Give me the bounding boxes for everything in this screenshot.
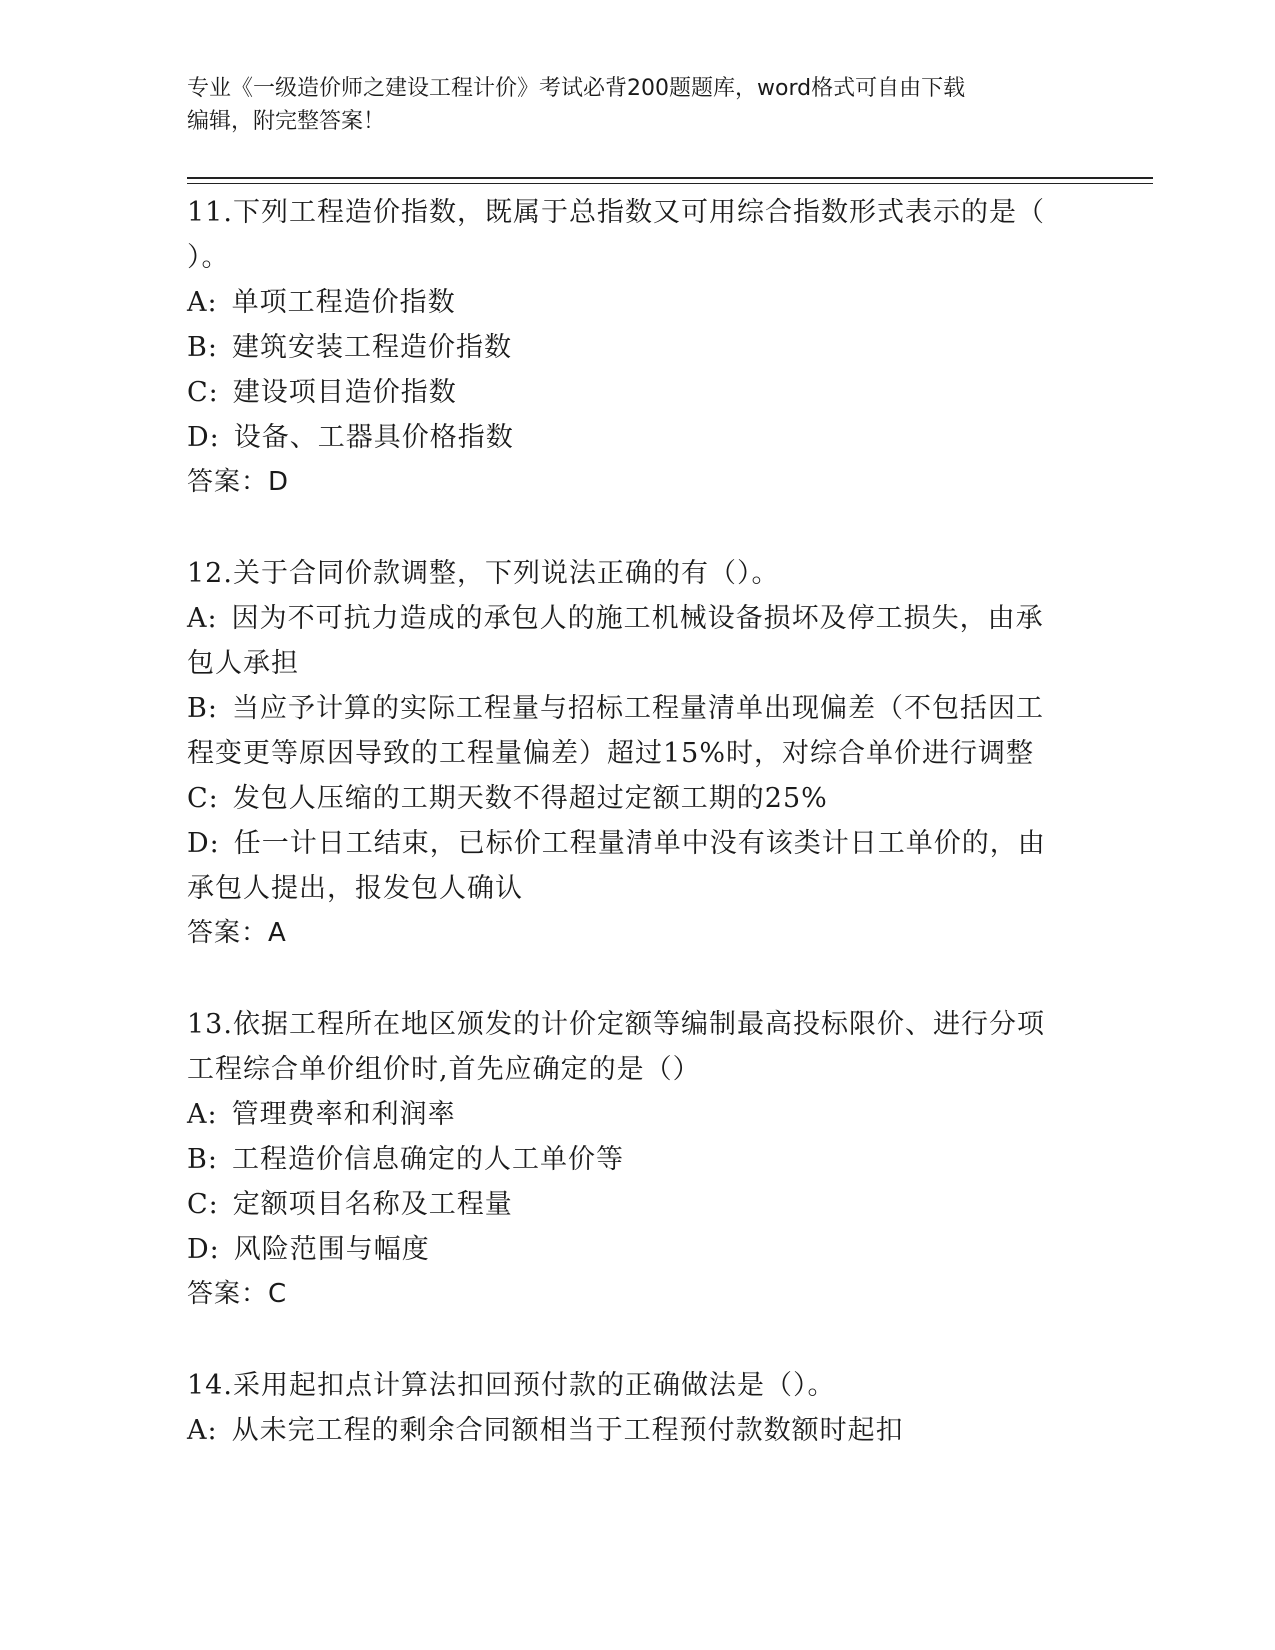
option-a xyxy=(187,596,1087,641)
question-list xyxy=(187,190,1087,1453)
option-text: 建设项目造价指数 xyxy=(232,377,457,408)
option-text: 管理费率和利润率 xyxy=(231,1099,456,1130)
option-label: B: xyxy=(187,693,218,724)
answer-line: 答案：A xyxy=(187,918,287,948)
option-text: 任一计日工结束，已标价工程量清单中没有该类计日工单价的，由 xyxy=(233,828,1046,859)
option-d xyxy=(187,1227,1087,1272)
option-label: D: xyxy=(187,422,220,453)
question-text: 工程综合单价组价时,首先应确定的是（） xyxy=(187,1054,701,1085)
question-text: 13.依据工程所在地区颁发的计价定额等编制最高投标限价、进行分项 xyxy=(187,1009,1045,1040)
option-label: A: xyxy=(187,1415,218,1446)
option-d xyxy=(187,821,1087,866)
question-text: 11.下列工程造价指数，既属于总指数又可用综合指数形式表示的是（ xyxy=(187,197,1045,228)
option-text: 设备、工器具价格指数 xyxy=(233,422,514,453)
option-label: C: xyxy=(187,1189,219,1220)
option-a xyxy=(187,1092,1087,1137)
option-b xyxy=(187,686,1087,731)
question-13 xyxy=(187,1002,1087,1317)
option-a xyxy=(187,280,1087,325)
question-text: ）。 xyxy=(187,242,230,273)
option-a-continued: 包人承担 xyxy=(187,648,299,679)
option-text: 因为不可抗力造成的承包人的施工机械设备损坏及停工损失，由承 xyxy=(231,603,1044,634)
option-text: 定额项目名称及工程量 xyxy=(232,1189,513,1220)
document-header xyxy=(187,72,1067,138)
question-12 xyxy=(187,551,1087,956)
option-label: D: xyxy=(187,1234,220,1265)
option-text: 当应予计算的实际工程量与招标工程量清单出现偏差（不包括因工 xyxy=(231,693,1044,724)
option-c xyxy=(187,776,1087,821)
question-text: 14.采用起扣点计算法扣回预付款的正确做法是（）。 xyxy=(187,1370,836,1401)
option-label: A: xyxy=(187,1099,218,1130)
option-b-continued: 程变更等原因导致的工程量偏差）超过15%时，对综合单价进行调整 xyxy=(187,738,1035,769)
answer-line: 答案：D xyxy=(187,467,290,497)
option-label: B: xyxy=(187,1144,218,1175)
option-text: 单项工程造价指数 xyxy=(231,287,456,318)
option-label: A: xyxy=(187,603,218,634)
option-label: B: xyxy=(187,332,218,363)
option-text: 建筑安装工程造价指数 xyxy=(231,332,512,363)
option-b xyxy=(187,1137,1087,1182)
option-label: A: xyxy=(187,287,218,318)
option-d xyxy=(187,415,1087,460)
option-text: 工程造价信息确定的人工单价等 xyxy=(231,1144,624,1175)
option-a xyxy=(187,1408,1087,1453)
header-line-1: 专业《一级造价师之建设工程计价》考试必背200题题库，word格式可自由下载 xyxy=(187,76,966,101)
option-label: D: xyxy=(187,828,220,859)
option-label: C: xyxy=(187,377,219,408)
option-c xyxy=(187,1182,1087,1227)
option-c xyxy=(187,370,1087,415)
option-b xyxy=(187,325,1087,370)
question-11 xyxy=(187,190,1087,505)
option-text: 发包人压缩的工期天数不得超过定额工期的25% xyxy=(232,783,828,814)
option-text: 从未完工程的剩余合同额相当于工程预付款数额时起扣 xyxy=(231,1415,904,1446)
header-rule-thick xyxy=(187,177,1153,179)
option-d-continued: 承包人提出，报发包人确认 xyxy=(187,873,523,904)
question-14 xyxy=(187,1363,1087,1453)
option-text: 风险范围与幅度 xyxy=(233,1234,430,1265)
header-rule-thin xyxy=(187,183,1153,184)
header-line-2: 编辑，附完整答案！ xyxy=(187,109,386,134)
option-label: C: xyxy=(187,783,219,814)
question-text: 12.关于合同价款调整，下列说法正确的有（）。 xyxy=(187,558,780,589)
answer-line: 答案：C xyxy=(187,1279,288,1309)
